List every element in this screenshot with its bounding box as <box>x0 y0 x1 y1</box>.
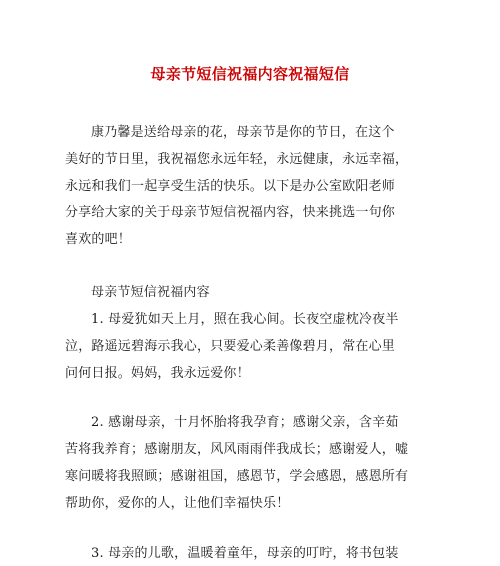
item-1-line-1: 1. 母爱犹如天上月，照在我心间。长夜空虚枕冷夜半 <box>91 312 399 327</box>
intro-line-5: 喜欢的吧！ <box>65 232 132 247</box>
item-2-line-4: 帮助你，爱你的人，让他们幸福快乐！ <box>65 496 290 511</box>
item-1-line-3: 问何日报。妈妈，我永远爱你！ <box>65 366 250 381</box>
intro-line-3: 永远和我们一起享受生活的快乐。以下是办公室欧阳老师 <box>65 179 396 194</box>
intro-line-1: 康乃馨是送给母亲的花，母亲节是你的节日，在这个 <box>91 125 395 140</box>
item-2-line-1: 2. 感谢母亲，十月怀胎将我孕育；感谢父亲，含辛茹 <box>91 415 399 430</box>
item-3-line-1: 3. 母亲的儿歌，温暖着童年，母亲的叮咛，将书包装 <box>91 546 399 561</box>
item-2-line-3: 寒问暖将我照顾；感谢祖国，感恩节，学会感恩，感恩所有 <box>65 469 409 484</box>
item-1-line-2: 泣，路遥远碧海示我心，只要爱心柔善像碧月，常在心里 <box>65 339 396 354</box>
intro-line-2: 美好的节日里，我祝福您永远年轻，永远健康，永远幸福， <box>65 152 409 167</box>
document-title: 母亲节短信祝福内容祝福短信 <box>150 65 350 83</box>
item-2-line-2: 苦将我养育；感谢朋友，风风雨雨伴我成长；感谢爱人，嘘 <box>65 442 409 457</box>
section-heading: 母亲节短信祝福内容 <box>91 285 210 300</box>
intro-line-4: 分享给大家的关于母亲节短信祝福内容，快来挑选一句你 <box>65 205 396 220</box>
